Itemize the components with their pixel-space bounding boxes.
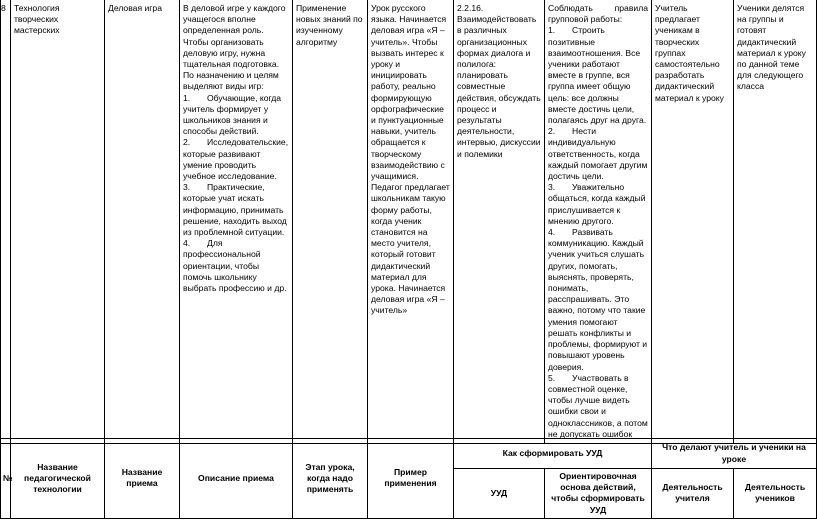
students-activity: Ученики делятся на группы и готовят дидактический материал к уроку по данной теме для следующего класса <box>734 0 817 443</box>
uud-text: Взаимодействовать в различных организационных формах диалога и полилога: планировать совместные действия, обсуждать процесс и результаты деятельности, интервью, дискуссии и полемики <box>457 14 541 159</box>
header-uud: УУД <box>454 469 545 519</box>
header-activity-group: Что делают учитель и ученики на уроке <box>652 439 817 469</box>
method-name: Деловая игра <box>105 0 180 443</box>
table-header <box>0 438 817 519</box>
header-description: Описание приема <box>180 439 293 519</box>
header-uud-group: Как сформировать УУД <box>454 439 652 469</box>
lesson-stage: Применение новых знаний по изученному алгоритму <box>293 0 368 443</box>
header-teacher: Деятельность учителя <box>652 469 734 519</box>
list-item: 4. Развивать коммуникацию. Каждый ученик учиться слушать других, помогать, выяснять, проверять, понимать, расспрашивать. Это важно, потому что такие умения помогают решать конфликты и проблемы, формируют и повышают уровень доверия. <box>548 227 648 372</box>
uud-code: 2.2.16. <box>457 3 484 13</box>
method-description <box>180 0 293 443</box>
table-row <box>1 0 817 443</box>
list-item: 2. Нести индивидуальную ответственность, когда каждый помогает другим достичь цели. <box>548 126 648 182</box>
description-intro: В деловой игре у каждого учащегося вполне определенная роль. Чтобы организовать деловую игру, нужна тщательная подготовка. <box>183 3 286 70</box>
technology-name: Технология творческих мастерских <box>11 0 105 443</box>
header-method: Название приема <box>105 439 180 519</box>
rules-intro: Соблюдать правила групповой работы: <box>548 3 648 25</box>
list-item: 2. Исследовательские, которые развивают умение проводить учебное исследование. <box>183 137 289 182</box>
header-technology: Название педагогической технологии <box>11 439 105 519</box>
list-item: 1. Обучающие, когда учитель формирует у школьников знания и способы действий. <box>183 92 282 137</box>
list-item: 3. Практические, которые учат искать информацию, принимать решение, находить выход из проблемной ситуации. <box>183 182 287 238</box>
group-work-rules <box>545 0 652 443</box>
list-item: 4. Для профессиональной ориентации, чтобы помочь школьнику выбрать профессию и др. <box>183 238 287 294</box>
header-students: Деятельность учеников <box>734 469 817 519</box>
header-uud-oriented: Ориентировочная основа действий, чтобы сформировать УУД <box>545 469 652 519</box>
uud-cell <box>454 0 545 443</box>
header-example: Пример применения <box>368 439 454 519</box>
row-number: 8 <box>1 0 11 443</box>
header-number: № <box>1 439 11 519</box>
teacher-activity: Учитель предлагает ученикам в творческих группах самостоятельно разработать дидактический материал к уроку <box>652 0 734 443</box>
list-item: 1. Строить позитивные взаимоотношения. Все ученики работают вместе в группе, вся группа имеет общую цель: все должны вместе достичь цели, полагаясь друг на друга. <box>548 25 647 126</box>
description-kinds-intro: По назначению и целям выделяют виды игр: <box>183 70 279 92</box>
application-example: Урок русского языка. Начинается деловая игра «Я – учитель». Чтобы вызвать интерес к уроку и инициировать работу, реально формирующую орфографические и пунктуационные навыки, учитель обращается к творческому взаимодействию с учащимися. Педагог предлагает школьникам такую форму работы, когда ученик становится на место учителя, который готовит дидактический материал для урока. Начинается деловая игра «Я – учитель» <box>368 0 454 443</box>
list-item: 5. Участвовать в совместной оценке, чтобы лучше видеть ошибки свои и одноклассников, а потом не допускать ошибок <box>548 372 648 439</box>
header-stage: Этап урока, когда надо применять <box>293 439 368 519</box>
list-item: 3. Уважительно общаться, когда каждый прислушивается к мнению другого. <box>548 182 646 226</box>
